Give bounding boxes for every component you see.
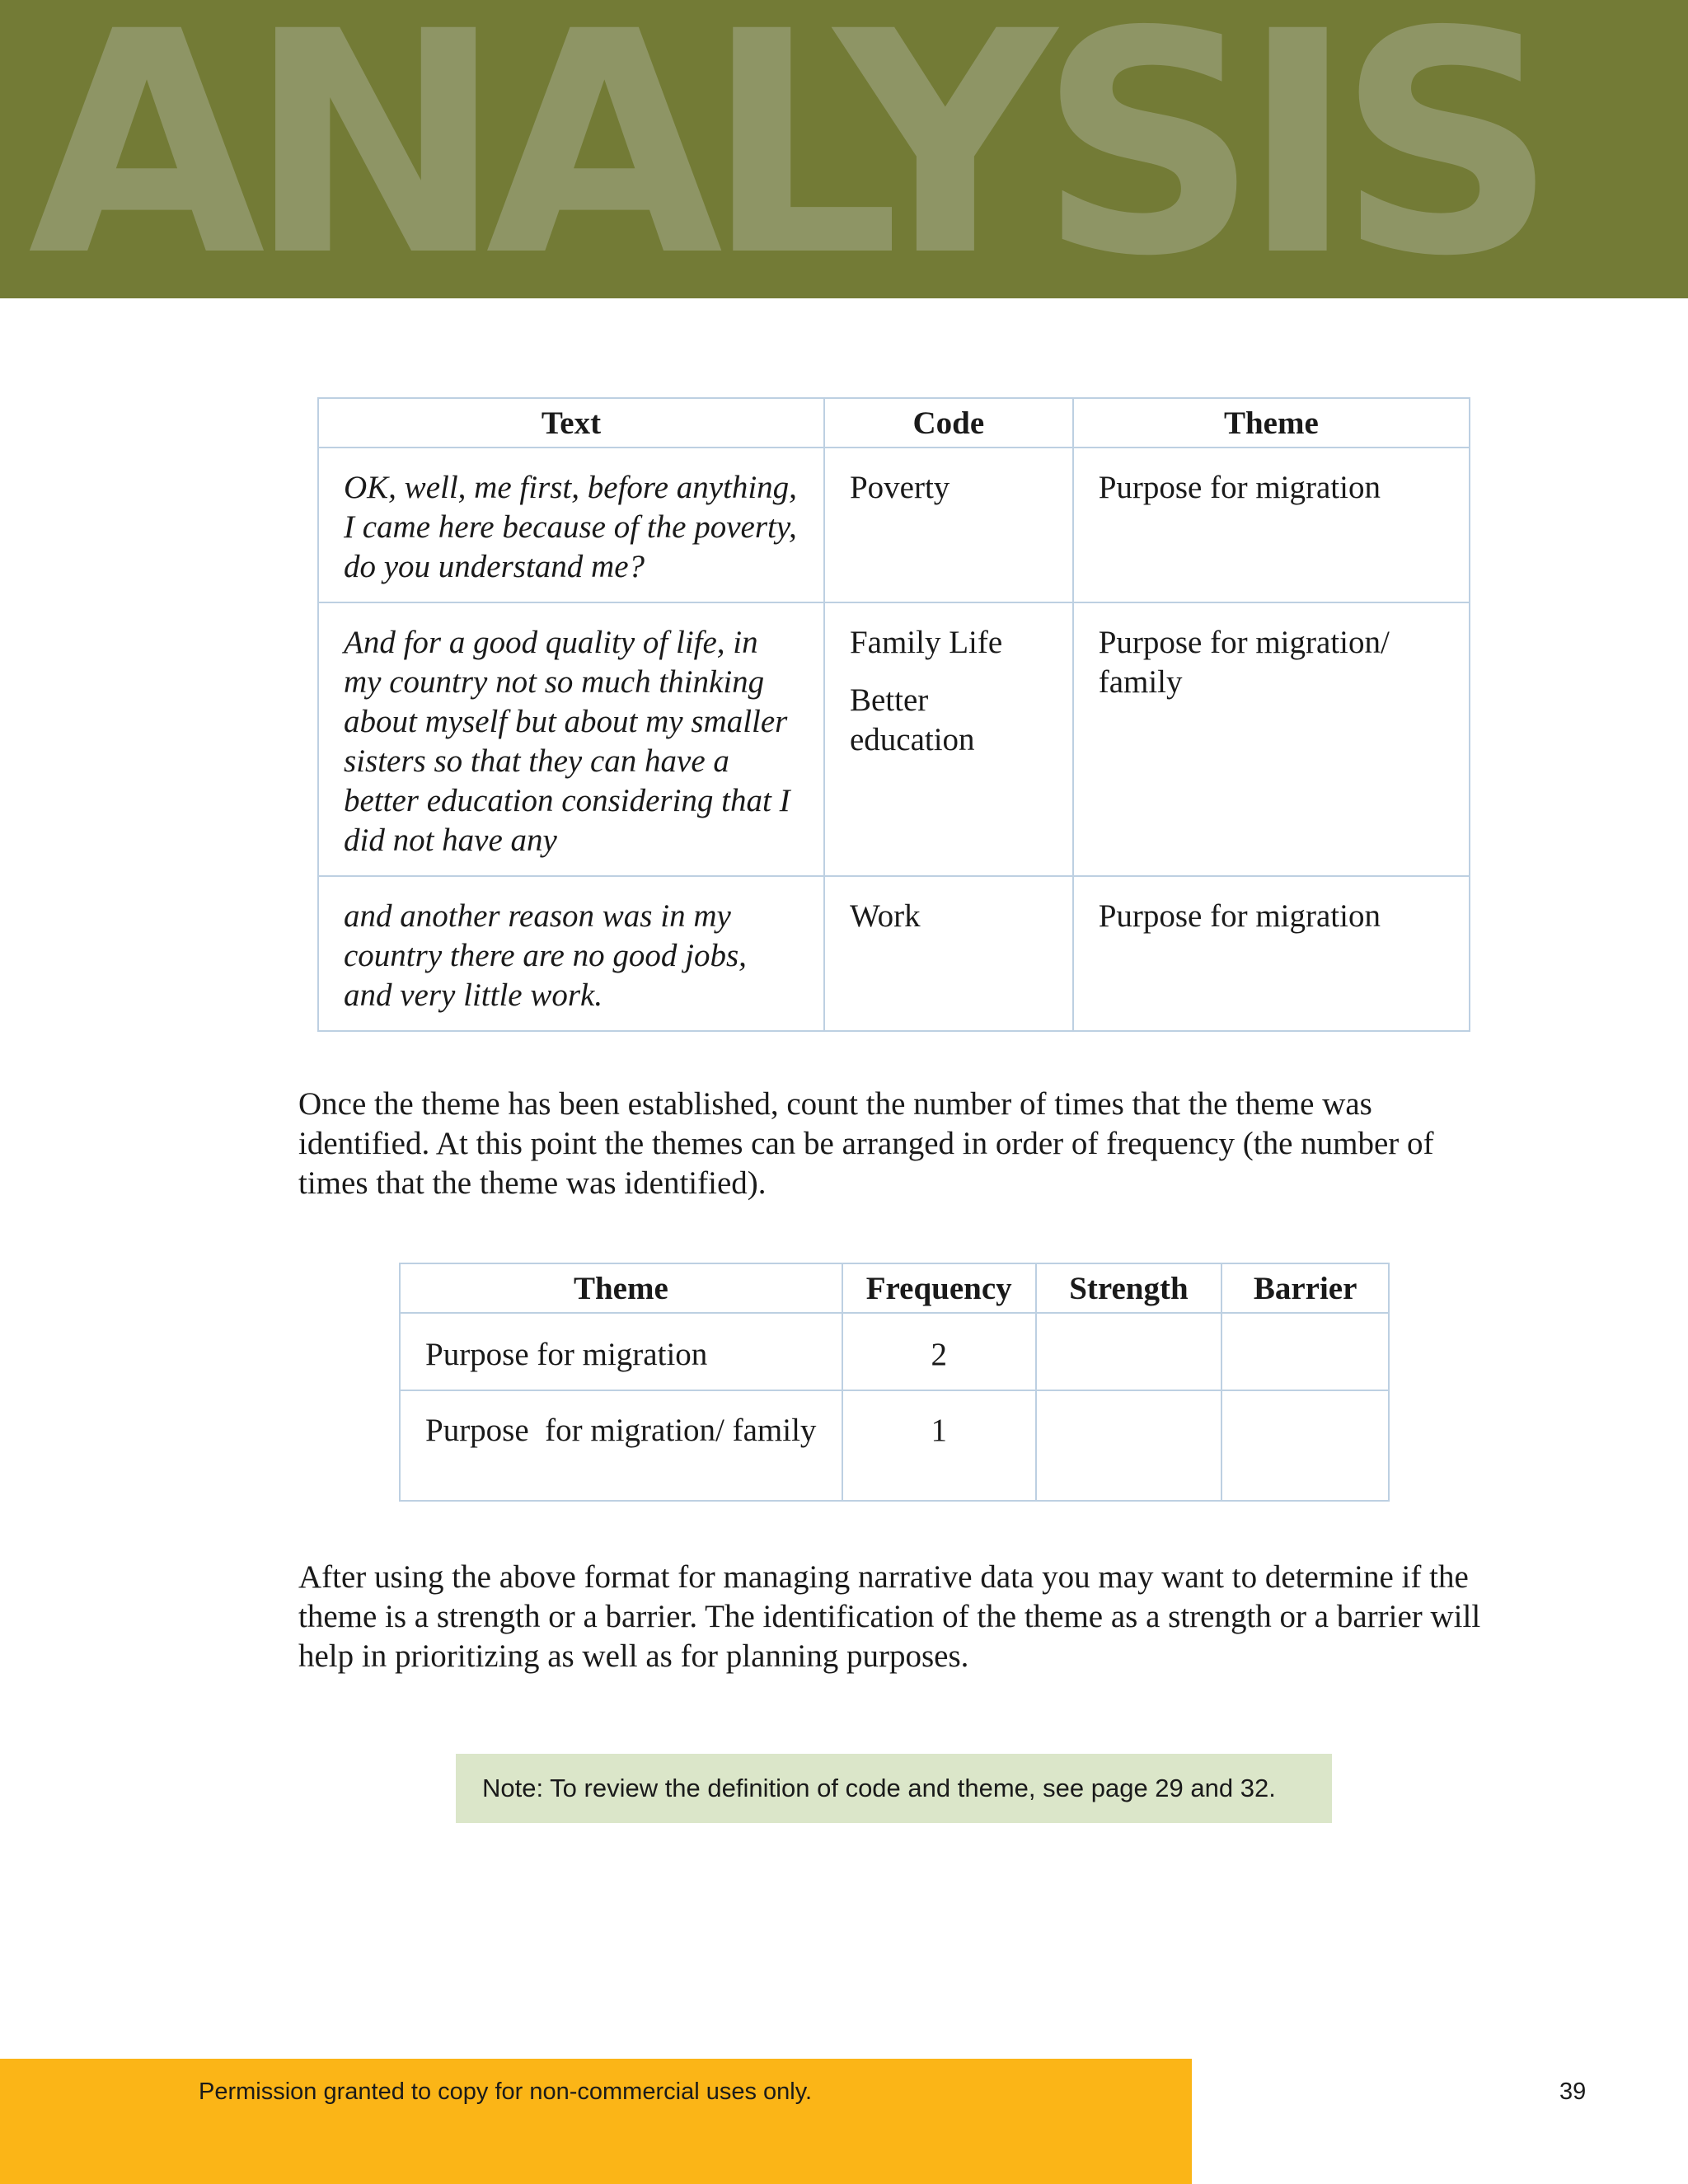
code-cell bbox=[824, 602, 1073, 876]
permission-notice: Permission granted to copy for non-commercial uses only. bbox=[199, 2079, 813, 2105]
code-label: Work bbox=[849, 898, 921, 934]
quote-text: And for a good quality of life, in my country not so much thinking about myself but about my smaller sisters so that they can have a better education considering that I did not have any bbox=[318, 602, 824, 876]
table-row bbox=[400, 1313, 1389, 1390]
code-label: Poverty bbox=[849, 470, 950, 505]
code-label: Family Life bbox=[849, 625, 1003, 660]
code-label: Better education bbox=[849, 682, 975, 757]
strength-barrier-paragraph: After using the above format for managing narrative data you may want to determine if the theme is a strength or a barrier. The identification of the theme as a strength or a barrier will help in prioritizing as well as for planning purposes. bbox=[298, 1559, 1481, 1674]
barrier-cell bbox=[1221, 1390, 1389, 1501]
column-header-frequency: Frequency bbox=[842, 1263, 1036, 1313]
strength-cell bbox=[1036, 1313, 1222, 1390]
column-header-theme: Theme bbox=[400, 1263, 842, 1313]
table-row bbox=[400, 1390, 1389, 1501]
column-header-strength: Strength bbox=[1036, 1263, 1222, 1313]
column-header-barrier: Barrier bbox=[1221, 1263, 1389, 1313]
table-row bbox=[318, 876, 1470, 1031]
strength-cell bbox=[1036, 1390, 1222, 1501]
page-number: 39 bbox=[1559, 2079, 1587, 2105]
table-row bbox=[318, 448, 1470, 602]
column-header-text: Text bbox=[318, 398, 824, 448]
instruction-paragraph: Once the theme has been established, count the number of times that the theme was identified. At this point the themes can be arranged in order of frequency (the number of times that the theme was identified). bbox=[298, 1086, 1434, 1201]
footer-bar bbox=[0, 2059, 1192, 2184]
theme-cell: Purpose for migration/ family bbox=[1073, 602, 1470, 876]
frequency-cell: 1 bbox=[842, 1390, 1036, 1501]
coding-table bbox=[317, 397, 1470, 1032]
code-cell bbox=[824, 876, 1073, 1031]
theme-cell: Purpose for migration bbox=[1073, 448, 1470, 602]
note-box: Note: To review the definition of code and theme, see page 29 and 32. bbox=[456, 1754, 1332, 1823]
header-banner bbox=[0, 0, 1688, 298]
theme-cell: Purpose for migration bbox=[1073, 876, 1470, 1031]
table-header-row bbox=[318, 398, 1470, 448]
frequency-cell: 2 bbox=[842, 1313, 1036, 1390]
quote-text: OK, well, me first, before anything, I came here because of the poverty, do you understand me? bbox=[318, 448, 824, 602]
section-title: ANALYSIS bbox=[28, 0, 1540, 298]
table-row bbox=[318, 602, 1470, 876]
barrier-cell bbox=[1221, 1313, 1389, 1390]
theme-cell: Purpose for migration/ family bbox=[400, 1390, 842, 1501]
code-cell bbox=[824, 448, 1073, 602]
table-header-row bbox=[400, 1263, 1389, 1313]
frequency-table bbox=[399, 1263, 1390, 1502]
quote-text: and another reason was in my country there are no good jobs, and very little work. bbox=[318, 876, 824, 1031]
theme-cell: Purpose for migration bbox=[400, 1313, 842, 1390]
column-header-theme: Theme bbox=[1073, 398, 1470, 448]
column-header-code: Code bbox=[824, 398, 1073, 448]
